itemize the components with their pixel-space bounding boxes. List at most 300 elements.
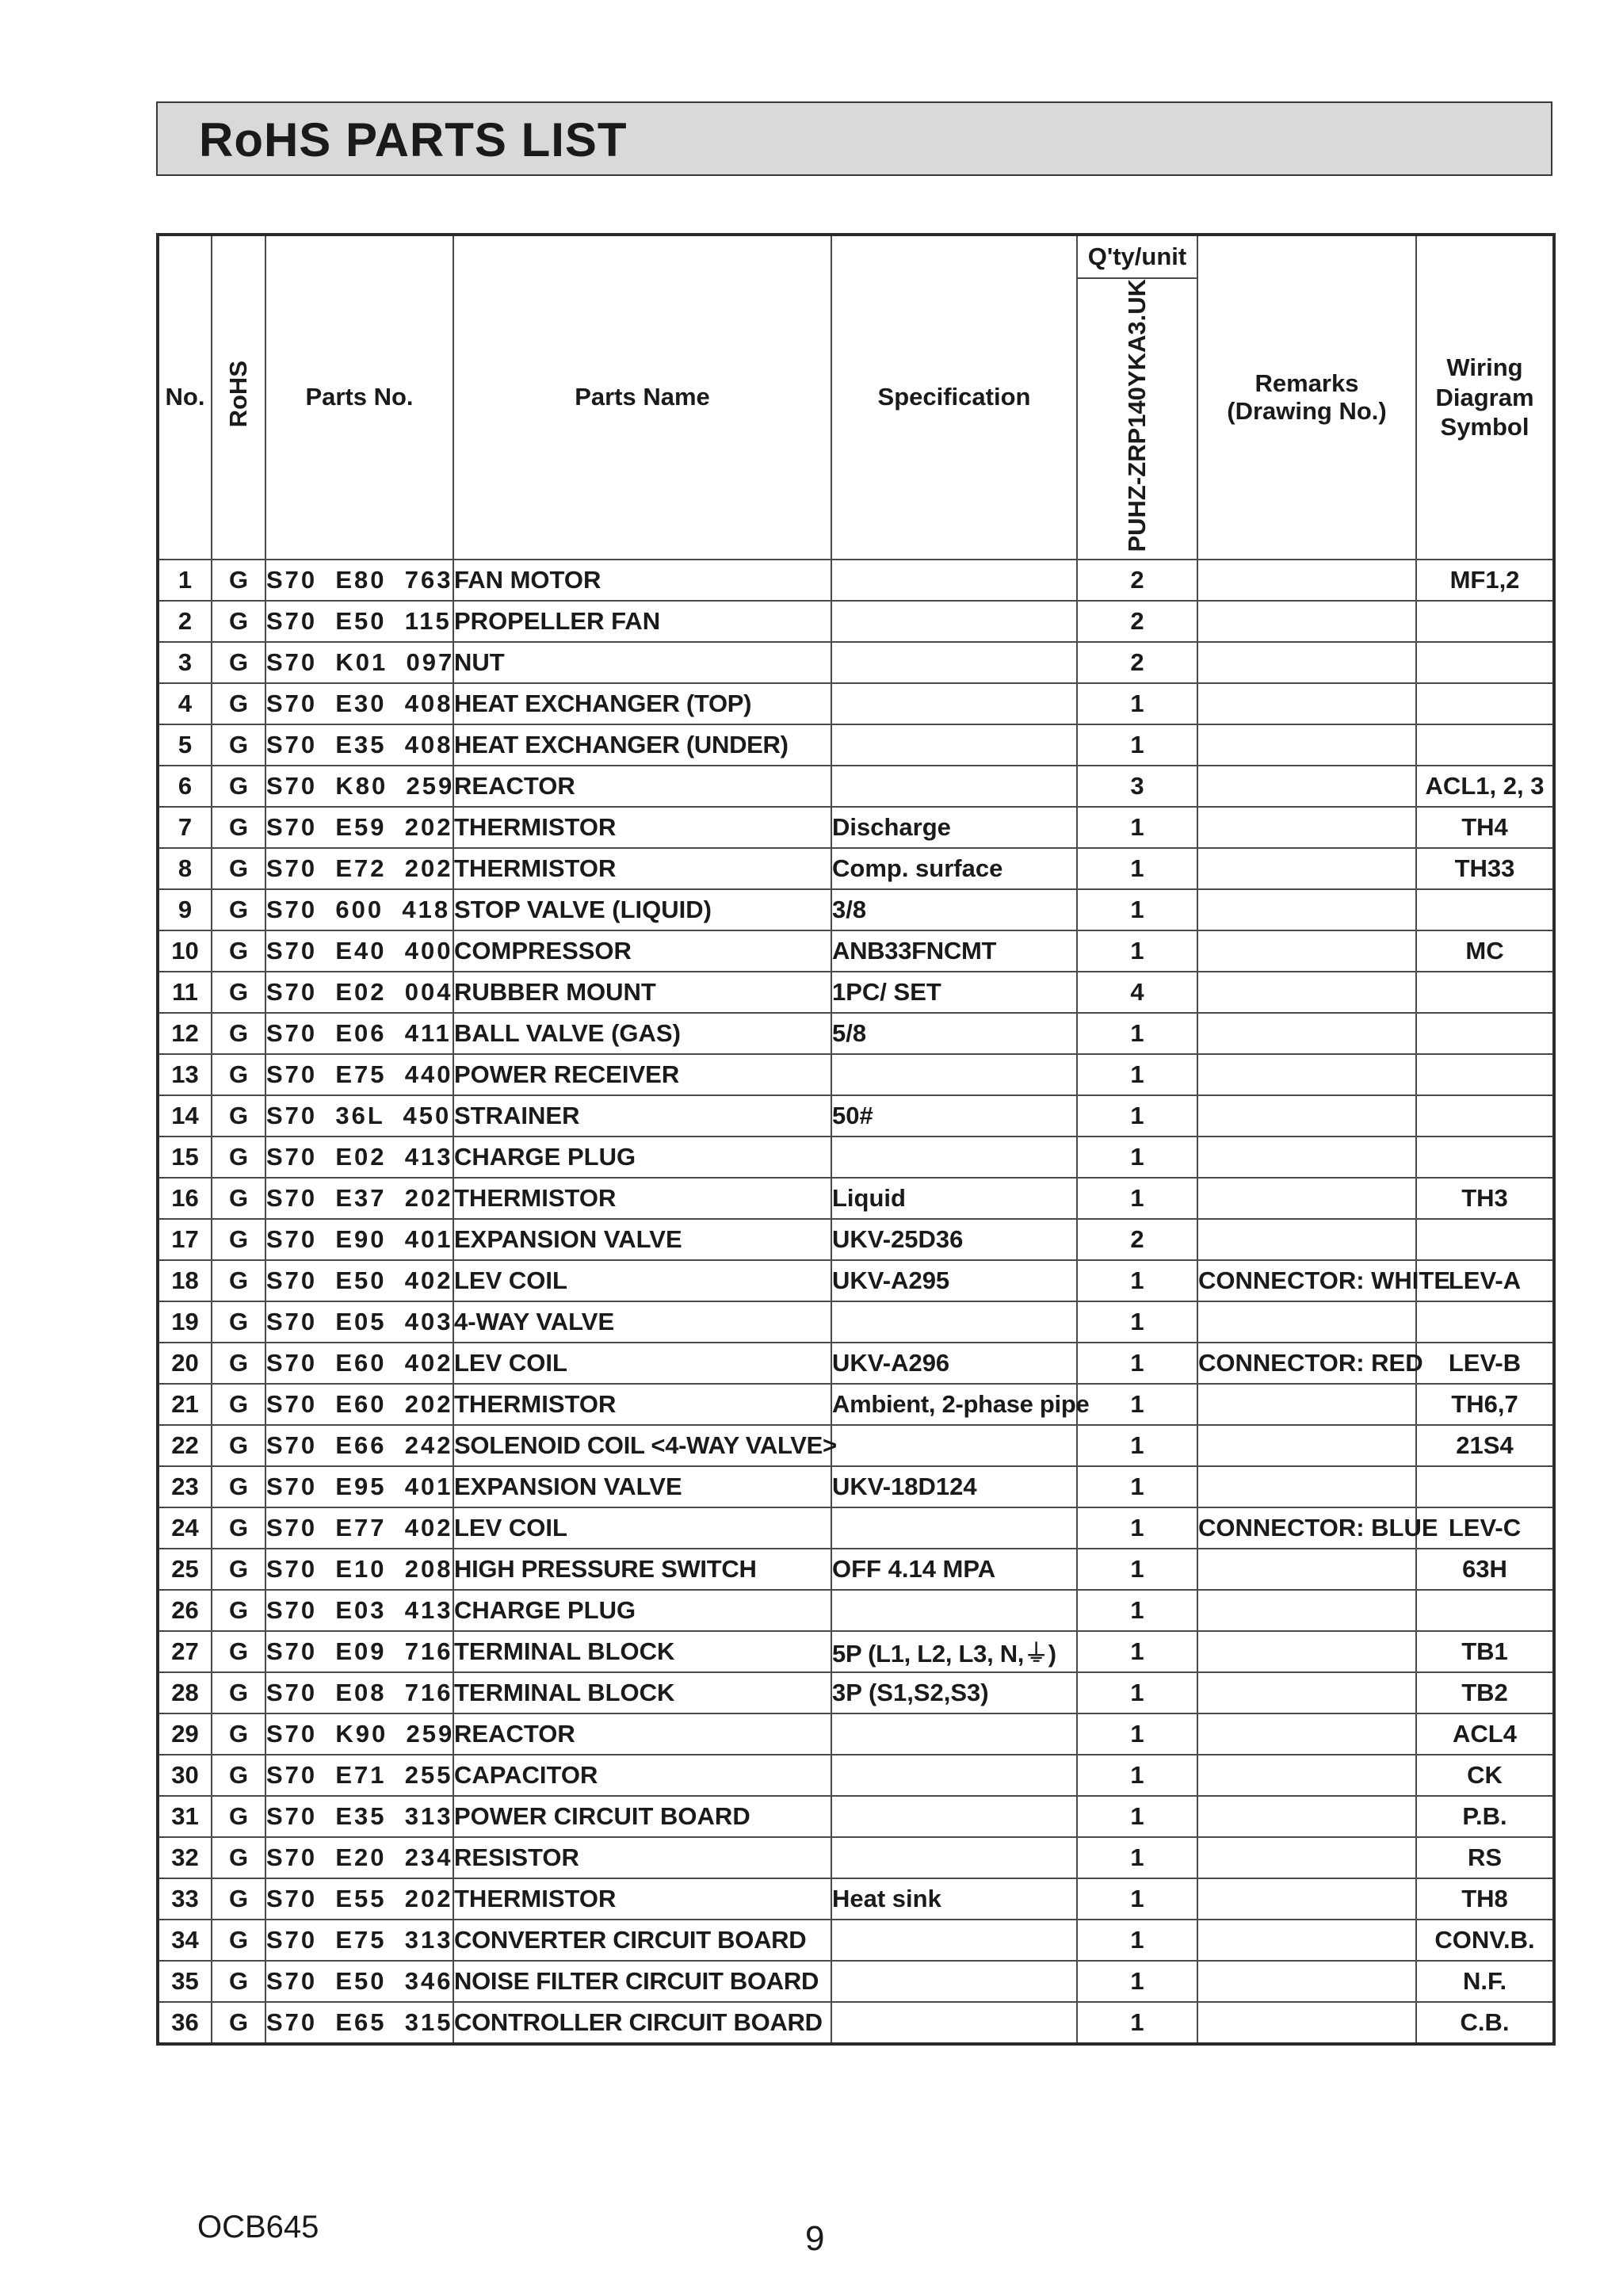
specification-cell: [831, 642, 1077, 683]
quantity-cell: 1: [1077, 848, 1197, 889]
row-number: 20: [158, 1343, 212, 1384]
table-row: [158, 683, 1554, 724]
quantity-cell: 2: [1077, 560, 1197, 601]
table-row: [158, 1713, 1554, 1755]
parts-name-cell: RUBBER MOUNT: [453, 972, 831, 1013]
quantity-cell: 1: [1077, 1796, 1197, 1837]
parts-name-cell: RESISTOR: [453, 1837, 831, 1878]
parts-name-cell: HEAT EXCHANGER (UNDER): [453, 724, 831, 766]
wiring-symbol-cell: ACL1, 2, 3: [1416, 766, 1554, 807]
rohs-cell: G: [212, 1878, 265, 1920]
quantity-cell: 1: [1077, 724, 1197, 766]
quantity-cell: 1: [1077, 1425, 1197, 1466]
parts-number-cell: S70 E50 346: [265, 1961, 453, 2002]
row-number: 13: [158, 1054, 212, 1095]
parts-number-cell: S70 E75 313: [265, 1920, 453, 1961]
row-number: 11: [158, 972, 212, 1013]
header-remarks: [1197, 235, 1416, 560]
parts-name-cell: LEV COIL: [453, 1507, 831, 1549]
specification-cell: [831, 560, 1077, 601]
parts-number-cell: S70 E95 401: [265, 1466, 453, 1507]
wiring-symbol-cell: LEV-B: [1416, 1343, 1554, 1384]
specification-cell: 50#: [831, 1095, 1077, 1137]
wiring-symbol-cell: P.B.: [1416, 1796, 1554, 1837]
header-wiring-line1: Wiring: [1446, 353, 1523, 382]
page-number: 9: [805, 2219, 825, 2258]
parts-number-cell: S70 E55 202: [265, 1878, 453, 1920]
remarks-cell: [1197, 972, 1416, 1013]
specification-cell: [831, 1301, 1077, 1343]
header-parts-name: Parts Name: [453, 235, 831, 560]
rohs-cell: G: [212, 2002, 265, 2044]
row-number: 24: [158, 1507, 212, 1549]
wiring-symbol-cell: [1416, 683, 1554, 724]
quantity-cell: 1: [1077, 1590, 1197, 1631]
document-code: OCB645: [197, 2210, 319, 2244]
rohs-cell: G: [212, 1260, 265, 1301]
wiring-symbol-cell: RS: [1416, 1837, 1554, 1878]
parts-name-cell: REACTOR: [453, 766, 831, 807]
specification-cell: 3/8: [831, 889, 1077, 930]
rohs-cell: G: [212, 1755, 265, 1796]
specification-cell: [831, 1590, 1077, 1631]
parts-number-cell: S70 K01 097: [265, 642, 453, 683]
parts-name-cell: CHARGE PLUG: [453, 1590, 831, 1631]
row-number: 31: [158, 1796, 212, 1837]
specification-cell: [831, 1755, 1077, 1796]
row-number: 8: [158, 848, 212, 889]
wiring-symbol-cell: 63H: [1416, 1549, 1554, 1590]
wiring-symbol-cell: TB2: [1416, 1672, 1554, 1713]
parts-number-cell: S70 E02 004: [265, 972, 453, 1013]
specification-cell: UKV-18D124: [831, 1466, 1077, 1507]
quantity-cell: 1: [1077, 1713, 1197, 1755]
rohs-cell: G: [212, 930, 265, 972]
quantity-cell: 1: [1077, 1137, 1197, 1178]
row-number: 25: [158, 1549, 212, 1590]
remarks-cell: [1197, 1631, 1416, 1672]
table-row: [158, 972, 1554, 1013]
specification-cell: 3P (S1,S2,S3): [831, 1672, 1077, 1713]
wiring-symbol-cell: [1416, 889, 1554, 930]
rohs-cell: G: [212, 1796, 265, 1837]
table-row: [158, 642, 1554, 683]
parts-number-cell: S70 36L 450: [265, 1095, 453, 1137]
row-number: 10: [158, 930, 212, 972]
remarks-cell: [1197, 1961, 1416, 2002]
table-row: [158, 601, 1554, 642]
table-row: [158, 1384, 1554, 1425]
specification-cell: 5/8: [831, 1013, 1077, 1054]
remarks-cell: [1197, 1796, 1416, 1837]
parts-number-cell: S70 E50 115: [265, 601, 453, 642]
parts-number-cell: S70 E05 403: [265, 1301, 453, 1343]
table-row: [158, 1631, 1554, 1672]
parts-number-cell: S70 E06 411: [265, 1013, 453, 1054]
rohs-cell: G: [212, 1507, 265, 1549]
parts-number-cell: S70 E03 413: [265, 1590, 453, 1631]
wiring-symbol-cell: CK: [1416, 1755, 1554, 1796]
wiring-symbol-cell: TH6,7: [1416, 1384, 1554, 1425]
table-row: [158, 766, 1554, 807]
specification-cell: [831, 683, 1077, 724]
table-row: [158, 1137, 1554, 1178]
remarks-cell: [1197, 1590, 1416, 1631]
wiring-symbol-cell: TH3: [1416, 1178, 1554, 1219]
rohs-cell: G: [212, 766, 265, 807]
header-model: [1077, 278, 1197, 560]
rohs-cell: G: [212, 601, 265, 642]
remarks-cell: [1197, 1920, 1416, 1961]
rohs-cell: G: [212, 1219, 265, 1260]
table-row: [158, 1755, 1554, 1796]
parts-number-cell: S70 E65 315: [265, 2002, 453, 2044]
quantity-cell: 1: [1077, 1095, 1197, 1137]
row-number: 17: [158, 1219, 212, 1260]
specification-cell: [831, 1961, 1077, 2002]
specification-cell: Heat sink: [831, 1878, 1077, 1920]
parts-name-cell: POWER CIRCUIT BOARD: [453, 1796, 831, 1837]
parts-name-cell: STOP VALVE (LIQUID): [453, 889, 831, 930]
wiring-symbol-cell: ACL4: [1416, 1713, 1554, 1755]
specification-cell: [831, 1425, 1077, 1466]
parts-name-cell: EXPANSION VALVE: [453, 1219, 831, 1260]
row-number: 3: [158, 642, 212, 683]
row-number: 16: [158, 1178, 212, 1219]
remarks-cell: [1197, 1878, 1416, 1920]
quantity-cell: 1: [1077, 889, 1197, 930]
parts-number-cell: S70 E60 402: [265, 1343, 453, 1384]
wiring-symbol-cell: [1416, 601, 1554, 642]
wiring-symbol-cell: [1416, 1466, 1554, 1507]
header-wiring-symbol: [1416, 235, 1554, 560]
row-number: 23: [158, 1466, 212, 1507]
specification-cell: UKV-A295: [831, 1260, 1077, 1301]
parts-name-cell: EXPANSION VALVE: [453, 1466, 831, 1507]
row-number: 1: [158, 560, 212, 601]
table-row: [158, 1425, 1554, 1466]
table-row: [158, 807, 1554, 848]
table-row: [158, 930, 1554, 972]
parts-number-cell: S70 E20 234: [265, 1837, 453, 1878]
quantity-cell: 1: [1077, 1054, 1197, 1095]
remarks-cell: [1197, 1466, 1416, 1507]
remarks-cell: CONNECTOR: WHITE: [1197, 1260, 1416, 1301]
specification-cell: [831, 1507, 1077, 1549]
quantity-cell: 1: [1077, 1013, 1197, 1054]
rohs-cell: G: [212, 1095, 265, 1137]
rohs-cell: G: [212, 1672, 265, 1713]
header-wiring-line2: Diagram: [1435, 383, 1534, 411]
table-row: [158, 1054, 1554, 1095]
rohs-cell: G: [212, 1178, 265, 1219]
parts-number-cell: S70 E77 402: [265, 1507, 453, 1549]
quantity-cell: 1: [1077, 1961, 1197, 2002]
rohs-cell: G: [212, 560, 265, 601]
parts-name-cell: COMPRESSOR: [453, 930, 831, 972]
table-row: [158, 1920, 1554, 1961]
remarks-cell: [1197, 1549, 1416, 1590]
rohs-cell: G: [212, 1837, 265, 1878]
row-number: 14: [158, 1095, 212, 1137]
wiring-symbol-cell: [1416, 642, 1554, 683]
parts-name-cell: THERMISTOR: [453, 848, 831, 889]
table-row: [158, 1219, 1554, 1260]
table-row: [158, 1466, 1554, 1507]
specification-cell: 1PC/ SET: [831, 972, 1077, 1013]
quantity-cell: 1: [1077, 1920, 1197, 1961]
remarks-cell: [1197, 1301, 1416, 1343]
parts-name-cell: STRAINER: [453, 1095, 831, 1137]
header-rohs-label: RoHS: [224, 361, 252, 428]
row-number: 28: [158, 1672, 212, 1713]
remarks-cell: [1197, 1755, 1416, 1796]
quantity-cell: 4: [1077, 972, 1197, 1013]
parts-name-cell: TERMINAL BLOCK: [453, 1631, 831, 1672]
row-number: 34: [158, 1920, 212, 1961]
parts-name-cell: CHARGE PLUG: [453, 1137, 831, 1178]
rohs-cell: G: [212, 642, 265, 683]
parts-name-cell: FAN MOTOR: [453, 560, 831, 601]
specification-cell: [831, 2002, 1077, 2044]
rohs-cell: G: [212, 1301, 265, 1343]
table-row: [158, 2002, 1554, 2044]
wiring-symbol-cell: [1416, 1095, 1554, 1137]
parts-name-cell: CONTROLLER CIRCUIT BOARD: [453, 2002, 831, 2044]
parts-table-body: [158, 560, 1554, 2044]
remarks-cell: [1197, 1837, 1416, 1878]
header-specification: Specification: [831, 235, 1077, 560]
header-parts-no: Parts No.: [265, 235, 453, 560]
quantity-cell: 1: [1077, 1178, 1197, 1219]
wiring-symbol-cell: [1416, 1219, 1554, 1260]
parts-number-cell: S70 E80 763: [265, 560, 453, 601]
table-row: [158, 1343, 1554, 1384]
remarks-cell: [1197, 1425, 1416, 1466]
quantity-cell: 1: [1077, 1507, 1197, 1549]
remarks-cell: CONNECTOR: BLUE: [1197, 1507, 1416, 1549]
row-number: 21: [158, 1384, 212, 1425]
remarks-cell: [1197, 2002, 1416, 2044]
parts-number-cell: S70 K80 259: [265, 766, 453, 807]
wiring-symbol-cell: [1416, 972, 1554, 1013]
remarks-cell: [1197, 889, 1416, 930]
parts-name-cell: SOLENOID COIL <4-WAY VALVE>: [453, 1425, 831, 1466]
parts-number-cell: S70 E66 242: [265, 1425, 453, 1466]
remarks-cell: [1197, 1054, 1416, 1095]
row-number: 6: [158, 766, 212, 807]
parts-name-cell: POWER RECEIVER: [453, 1054, 831, 1095]
quantity-cell: 1: [1077, 1301, 1197, 1343]
row-number: 36: [158, 2002, 212, 2044]
quantity-cell: 1: [1077, 1549, 1197, 1590]
parts-table: [156, 233, 1556, 2046]
specification-cell: [831, 601, 1077, 642]
rohs-cell: G: [212, 1920, 265, 1961]
row-number: 19: [158, 1301, 212, 1343]
row-number: 26: [158, 1590, 212, 1631]
specification-cell: UKV-A296: [831, 1343, 1077, 1384]
table-row: [158, 1260, 1554, 1301]
parts-number-cell: S70 E90 401: [265, 1219, 453, 1260]
rohs-cell: G: [212, 1137, 265, 1178]
specification-cell: [831, 766, 1077, 807]
table-row: [158, 1837, 1554, 1878]
header-no: No.: [158, 235, 212, 560]
parts-number-cell: S70 600 418: [265, 889, 453, 930]
quantity-cell: 1: [1077, 1631, 1197, 1672]
quantity-cell: 1: [1077, 1672, 1197, 1713]
table-row: [158, 1878, 1554, 1920]
table-row: [158, 1013, 1554, 1054]
table-row: [158, 1961, 1554, 2002]
remarks-cell: [1197, 766, 1416, 807]
parts-number-cell: S70 E72 202: [265, 848, 453, 889]
wiring-symbol-cell: [1416, 1590, 1554, 1631]
rohs-cell: G: [212, 1054, 265, 1095]
rohs-cell: G: [212, 807, 265, 848]
parts-number-cell: S70 E40 400: [265, 930, 453, 972]
parts-number-cell: S70 E10 208: [265, 1549, 453, 1590]
row-number: 30: [158, 1755, 212, 1796]
row-number: 35: [158, 1961, 212, 2002]
rohs-cell: G: [212, 1425, 265, 1466]
parts-name-cell: THERMISTOR: [453, 1878, 831, 1920]
specification-cell: Liquid: [831, 1178, 1077, 1219]
parts-number-cell: S70 E71 255: [265, 1755, 453, 1796]
parts-name-cell: THERMISTOR: [453, 807, 831, 848]
parts-name-cell: PROPELLER FAN: [453, 601, 831, 642]
parts-number-cell: S70 E30 408: [265, 683, 453, 724]
quantity-cell: 2: [1077, 642, 1197, 683]
row-number: 12: [158, 1013, 212, 1054]
wiring-symbol-cell: MC: [1416, 930, 1554, 972]
remarks-cell: CONNECTOR: RED: [1197, 1343, 1416, 1384]
row-number: 22: [158, 1425, 212, 1466]
quantity-cell: 1: [1077, 1755, 1197, 1796]
header-remarks-line1: Remarks: [1254, 369, 1359, 397]
quantity-cell: 1: [1077, 1343, 1197, 1384]
parts-name-cell: LEV COIL: [453, 1343, 831, 1384]
parts-name-cell: CAPACITOR: [453, 1755, 831, 1796]
remarks-cell: [1197, 1672, 1416, 1713]
wiring-symbol-cell: TH4: [1416, 807, 1554, 848]
wiring-symbol-cell: MF1,2: [1416, 560, 1554, 601]
parts-number-cell: S70 E60 202: [265, 1384, 453, 1425]
specification-cell: Discharge: [831, 807, 1077, 848]
wiring-symbol-cell: LEV-C: [1416, 1507, 1554, 1549]
rohs-cell: G: [212, 1343, 265, 1384]
table-row: [158, 1507, 1554, 1549]
quantity-cell: 1: [1077, 807, 1197, 848]
remarks-cell: [1197, 1384, 1416, 1425]
parts-name-cell: TERMINAL BLOCK: [453, 1672, 831, 1713]
table-row: [158, 1796, 1554, 1837]
quantity-cell: 1: [1077, 930, 1197, 972]
parts-number-cell: S70 E09 716: [265, 1631, 453, 1672]
wiring-symbol-cell: [1416, 1013, 1554, 1054]
remarks-cell: [1197, 1178, 1416, 1219]
specification-cell: [831, 1713, 1077, 1755]
parts-number-cell: S70 E50 402: [265, 1260, 453, 1301]
row-number: 29: [158, 1713, 212, 1755]
wiring-symbol-cell: [1416, 1137, 1554, 1178]
remarks-cell: [1197, 642, 1416, 683]
specification-cell: [831, 1920, 1077, 1961]
specification-cell: OFF 4.14 MPA: [831, 1549, 1077, 1590]
specification-cell: Comp. surface: [831, 848, 1077, 889]
parts-number-cell: S70 K90 259: [265, 1713, 453, 1755]
remarks-cell: [1197, 848, 1416, 889]
parts-number-cell: S70 E37 202: [265, 1178, 453, 1219]
rohs-cell: G: [212, 1466, 265, 1507]
wiring-symbol-cell: [1416, 724, 1554, 766]
specification-cell: [831, 1137, 1077, 1178]
rohs-cell: G: [212, 1713, 265, 1755]
remarks-cell: [1197, 1219, 1416, 1260]
quantity-cell: 1: [1077, 1466, 1197, 1507]
wiring-symbol-cell: TH33: [1416, 848, 1554, 889]
header-remarks-line2: (Drawing No.): [1227, 397, 1387, 426]
quantity-cell: 2: [1077, 1219, 1197, 1260]
parts-name-cell: HEAT EXCHANGER (TOP): [453, 683, 831, 724]
rohs-cell: G: [212, 972, 265, 1013]
wiring-symbol-cell: [1416, 1054, 1554, 1095]
remarks-cell: [1197, 1013, 1416, 1054]
wiring-symbol-cell: LEV-A: [1416, 1260, 1554, 1301]
wiring-symbol-cell: TH8: [1416, 1878, 1554, 1920]
quantity-cell: 1: [1077, 1837, 1197, 1878]
remarks-cell: [1197, 683, 1416, 724]
rohs-cell: G: [212, 1590, 265, 1631]
table-row: [158, 889, 1554, 930]
quantity-cell: 1: [1077, 683, 1197, 724]
parts-number-cell: S70 E35 313: [265, 1796, 453, 1837]
remarks-cell: [1197, 930, 1416, 972]
parts-name-cell: NOISE FILTER CIRCUIT BOARD: [453, 1961, 831, 2002]
parts-name-cell: NUT: [453, 642, 831, 683]
row-number: 15: [158, 1137, 212, 1178]
parts-number-cell: S70 E75 440: [265, 1054, 453, 1095]
specification-cell: [831, 1837, 1077, 1878]
row-number: 27: [158, 1631, 212, 1672]
wiring-symbol-cell: TB1: [1416, 1631, 1554, 1672]
parts-number-cell: S70 E35 408: [265, 724, 453, 766]
header-qty-unit: Q'ty/unit: [1077, 235, 1197, 278]
rohs-cell: G: [212, 1631, 265, 1672]
row-number: 4: [158, 683, 212, 724]
header-model-label: PUHZ-ZRP140YKA3.UK: [1123, 279, 1151, 552]
quantity-cell: 1: [1077, 1260, 1197, 1301]
parts-name-cell: CONVERTER CIRCUIT BOARD: [453, 1920, 831, 1961]
remarks-cell: [1197, 724, 1416, 766]
specification-cell: [831, 1796, 1077, 1837]
quantity-cell: 1: [1077, 1384, 1197, 1425]
rohs-cell: G: [212, 889, 265, 930]
table-row: [158, 724, 1554, 766]
table-row: [158, 1590, 1554, 1631]
parts-name-cell: HIGH PRESSURE SWITCH: [453, 1549, 831, 1590]
parts-number-cell: S70 E08 716: [265, 1672, 453, 1713]
remarks-cell: [1197, 1095, 1416, 1137]
remarks-cell: [1197, 560, 1416, 601]
rohs-cell: G: [212, 724, 265, 766]
rohs-cell: G: [212, 1384, 265, 1425]
parts-number-cell: S70 E02 413: [265, 1137, 453, 1178]
rohs-cell: G: [212, 1549, 265, 1590]
remarks-cell: [1197, 1137, 1416, 1178]
row-number: 9: [158, 889, 212, 930]
